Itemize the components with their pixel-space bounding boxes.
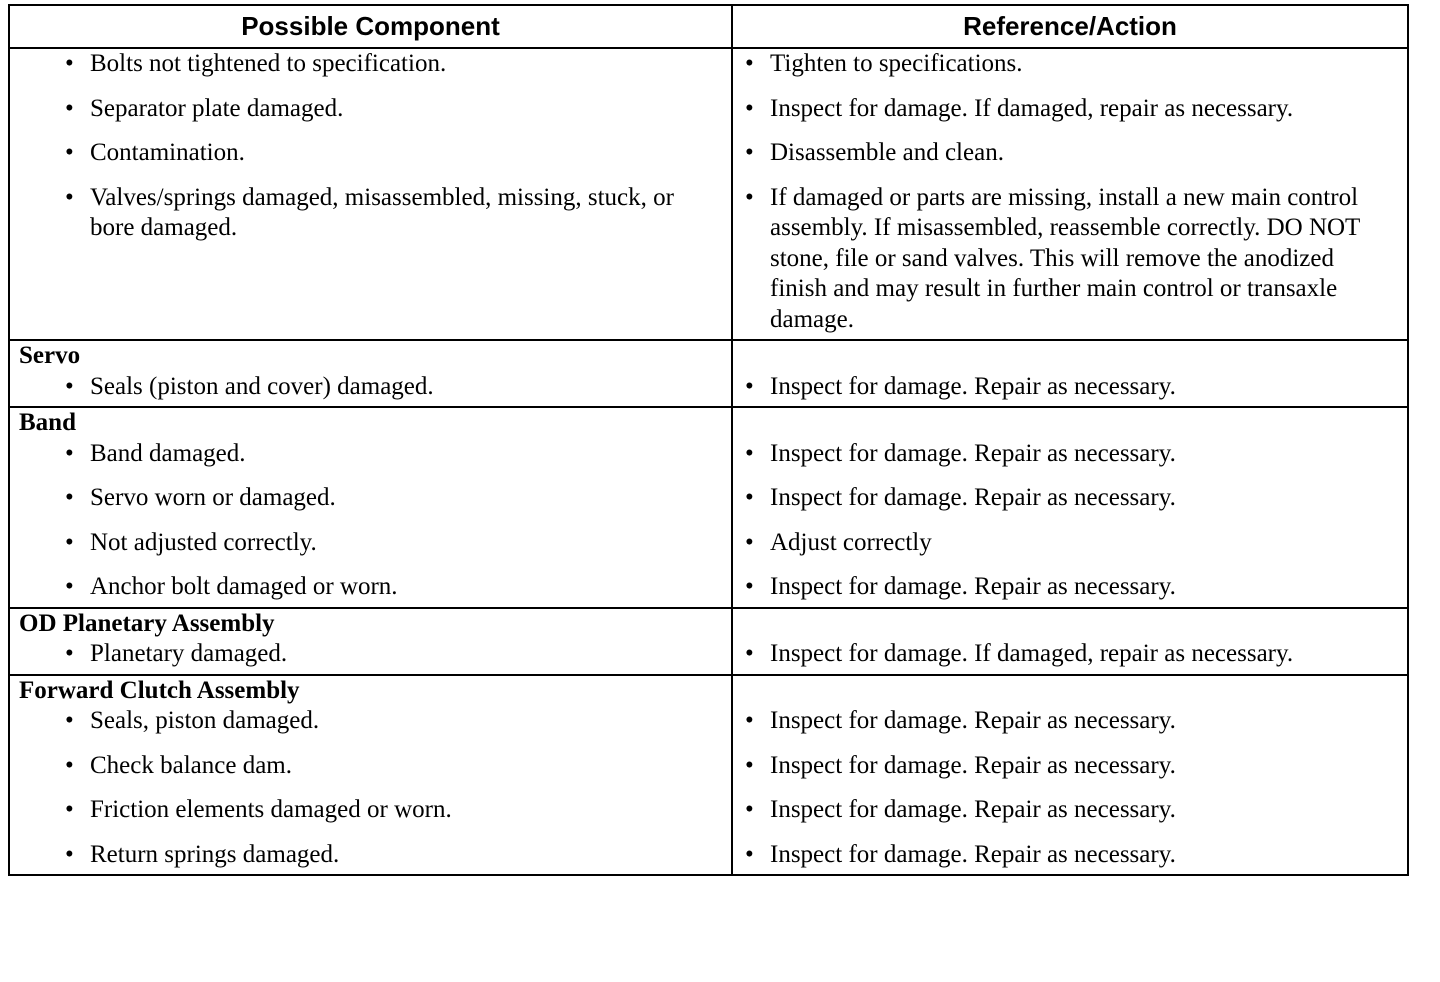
- bullet-icon: •: [65, 484, 74, 511]
- bullet-icon: •: [65, 707, 74, 734]
- bullet-icon: •: [745, 439, 754, 467]
- list-item: [733, 572, 1407, 603]
- component-text: Valves/springs damaged, misassembled, missing, stuck, or bore damaged.: [90, 183, 674, 241]
- action-text: Inspect for damage. Repair as necessary.: [770, 751, 1176, 779]
- list-item: [733, 840, 1407, 871]
- component-cell: [9, 372, 732, 408]
- table-row: [9, 469, 1408, 514]
- action-cell: [732, 169, 1408, 341]
- bullet-icon: •: [65, 573, 74, 600]
- bullet-icon: •: [65, 840, 74, 868]
- action-cell: [732, 469, 1408, 514]
- component-cell: [9, 124, 732, 169]
- list-item: [10, 49, 731, 80]
- component-text: Seals, piston damaged.: [90, 707, 320, 734]
- list-item: [10, 840, 731, 871]
- table-row: [9, 781, 1408, 826]
- section-title-empty-cell: [732, 675, 1408, 707]
- header-row: [9, 5, 1408, 48]
- component-text: Band damaged.: [90, 439, 246, 467]
- component-text: Planetary damaged.: [90, 640, 288, 667]
- action-cell: [732, 124, 1408, 169]
- action-cell: [732, 439, 1408, 470]
- list-item: [10, 483, 731, 514]
- component-cell: [9, 169, 732, 341]
- bullet-icon: •: [745, 640, 754, 667]
- section-title: Servo: [19, 342, 81, 369]
- list-item: [733, 795, 1407, 826]
- table-row: [9, 558, 1408, 608]
- component-cell: [9, 439, 732, 470]
- bullet-icon: •: [745, 484, 754, 511]
- list-item: [733, 483, 1407, 514]
- list-item: [10, 439, 731, 470]
- diagnosis-table: [8, 4, 1409, 876]
- component-cell: [9, 80, 732, 125]
- action-text: Disassemble and clean.: [770, 139, 1004, 166]
- bullet-icon: •: [65, 751, 74, 779]
- component-cell: [9, 514, 732, 559]
- action-cell: [732, 781, 1408, 826]
- action-text: Inspect for damage. Repair as necessary.: [770, 372, 1176, 400]
- column-header-action: Reference/Action: [732, 5, 1408, 48]
- section-title-row: [9, 407, 1408, 439]
- action-cell: [732, 372, 1408, 408]
- component-cell: [9, 558, 732, 608]
- action-cell: [732, 514, 1408, 559]
- list-item: [733, 439, 1407, 470]
- list-item: [733, 49, 1407, 80]
- bullet-icon: •: [65, 183, 74, 211]
- list-item: [733, 528, 1407, 559]
- table-row: [9, 372, 1408, 408]
- action-text: Adjust correctly: [770, 528, 932, 556]
- bullet-icon: •: [745, 372, 754, 400]
- list-item: [10, 706, 731, 737]
- component-text: Servo worn or damaged.: [90, 484, 336, 511]
- table-row: [9, 124, 1408, 169]
- component-cell: [9, 639, 732, 675]
- section-title-cell: [9, 608, 732, 640]
- bullet-icon: •: [65, 94, 74, 122]
- bullet-icon: •: [745, 183, 754, 211]
- component-text: Check balance dam.: [90, 751, 292, 779]
- list-item: [10, 372, 731, 403]
- action-text: Inspect for damage. If damaged, repair as necessary.: [770, 94, 1294, 122]
- component-cell: [9, 48, 732, 80]
- component-text: Friction elements damaged or worn.: [90, 796, 452, 823]
- table-row: [9, 48, 1408, 80]
- list-item: [10, 183, 731, 244]
- section-title-empty-cell: [732, 407, 1408, 439]
- table-body: [9, 48, 1408, 875]
- component-cell: [9, 469, 732, 514]
- component-cell: [9, 706, 732, 737]
- list-item: [733, 639, 1407, 670]
- table-row: [9, 639, 1408, 675]
- list-item: [733, 94, 1407, 125]
- list-item: [10, 528, 731, 559]
- section-title-row: [9, 340, 1408, 372]
- bullet-icon: •: [65, 528, 74, 556]
- list-item: [10, 751, 731, 782]
- component-cell: [9, 737, 732, 782]
- section-title: OD Planetary Assembly: [19, 609, 275, 637]
- component-text: Anchor bolt damaged or worn.: [90, 573, 398, 600]
- action-text: Inspect for damage. Repair as necessary.: [770, 840, 1176, 868]
- list-item: [733, 183, 1407, 336]
- action-cell: [732, 737, 1408, 782]
- action-cell: [732, 706, 1408, 737]
- section-title-row: [9, 675, 1408, 707]
- component-text: Seals (piston and cover) damaged.: [90, 372, 434, 400]
- bullet-icon: •: [745, 751, 754, 779]
- section-title-empty-cell: [732, 340, 1408, 372]
- component-cell: [9, 781, 732, 826]
- component-text: Return springs damaged.: [90, 840, 340, 868]
- component-text: Contamination.: [90, 139, 245, 166]
- bullet-icon: •: [65, 372, 74, 400]
- list-item: [733, 372, 1407, 403]
- action-cell: [732, 80, 1408, 125]
- action-text: Inspect for damage. Repair as necessary.: [770, 573, 1176, 600]
- list-item: [733, 138, 1407, 169]
- bullet-icon: •: [745, 573, 754, 600]
- section-title-cell: [9, 675, 732, 707]
- action-text: Tighten to specifications.: [770, 50, 1023, 77]
- section-title-cell: [9, 407, 732, 439]
- section-title-row: [9, 608, 1408, 640]
- bullet-icon: •: [745, 94, 754, 122]
- action-text: Inspect for damage. Repair as necessary.: [770, 796, 1176, 823]
- bullet-icon: •: [745, 840, 754, 868]
- table-row: [9, 514, 1408, 559]
- list-item: [10, 94, 731, 125]
- bullet-icon: •: [65, 139, 74, 166]
- bullet-icon: •: [745, 796, 754, 823]
- component-text: Not adjusted correctly.: [90, 528, 317, 556]
- action-text: If damaged or parts are missing, install a new main control assembly. If misassembled, reassemble correctly. DO NOT stone, file or sand valves. This will remove the anodized finish and may result in further main control or transaxle damage.: [770, 183, 1360, 333]
- action-cell: [732, 48, 1408, 80]
- bullet-icon: •: [65, 796, 74, 823]
- table-row: [9, 80, 1408, 125]
- table-row: [9, 826, 1408, 876]
- action-text: Inspect for damage. Repair as necessary.: [770, 707, 1176, 734]
- table-row: [9, 737, 1408, 782]
- table-row: [9, 706, 1408, 737]
- action-text: Inspect for damage. If damaged, repair as necessary.: [770, 640, 1294, 667]
- bullet-icon: •: [745, 707, 754, 734]
- action-cell: [732, 826, 1408, 876]
- bullet-icon: •: [65, 640, 74, 667]
- list-item: [733, 706, 1407, 737]
- action-text: Inspect for damage. Repair as necessary.: [770, 484, 1176, 511]
- section-title: Forward Clutch Assembly: [19, 676, 300, 704]
- table-row: [9, 439, 1408, 470]
- bullet-icon: •: [65, 439, 74, 467]
- action-cell: [732, 639, 1408, 675]
- bullet-icon: •: [745, 50, 754, 77]
- section-title-cell: [9, 340, 732, 372]
- component-text: Bolts not tightened to specification.: [90, 50, 447, 77]
- bullet-icon: •: [65, 50, 74, 77]
- column-header-component: Possible Component: [9, 5, 732, 48]
- list-item: [10, 639, 731, 670]
- bullet-icon: •: [745, 528, 754, 556]
- list-item: [733, 751, 1407, 782]
- bullet-icon: •: [745, 139, 754, 166]
- list-item: [10, 138, 731, 169]
- component-text: Separator plate damaged.: [90, 94, 344, 122]
- list-item: [10, 572, 731, 603]
- action-text: Inspect for damage. Repair as necessary.: [770, 439, 1176, 467]
- table-row: [9, 169, 1408, 341]
- list-item: [10, 795, 731, 826]
- component-cell: [9, 826, 732, 876]
- section-title-empty-cell: [732, 608, 1408, 640]
- action-cell: [732, 558, 1408, 608]
- section-title: Band: [19, 409, 76, 436]
